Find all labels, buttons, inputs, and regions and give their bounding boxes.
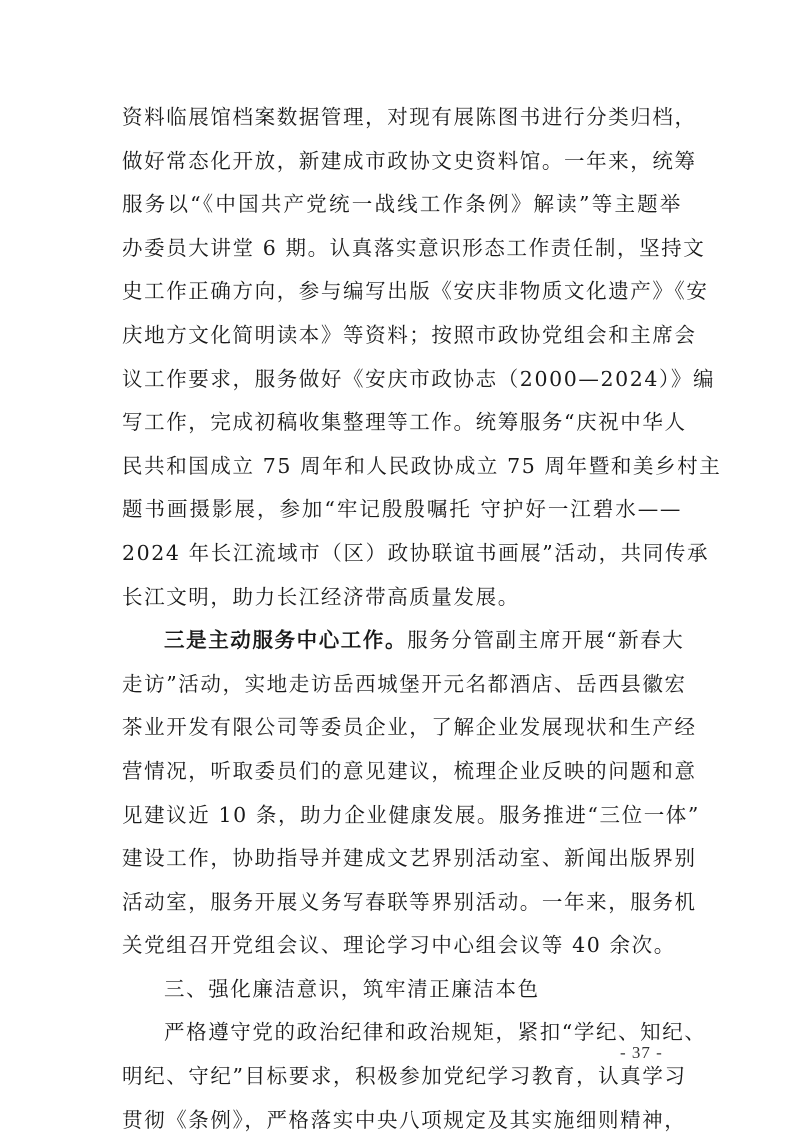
paragraph-cultural-history <box>122 96 722 619</box>
text-line: 走访”活动，实地走访岳西城堡开元名都酒店、岳西县徽宏 <box>122 671 687 696</box>
text-line: 活动室，服务开展义务写春联等界别活动。一年来，服务机 <box>122 889 697 914</box>
text-line: 2024 年长江流域市（区）政协联谊书画展”活动，共同传承 <box>122 540 710 565</box>
text-line: 题书画摄影展，参加“牢记殷殷嘱托 守护好一江碧水—— <box>122 497 682 522</box>
text-line: 明纪、守纪”目标要求，积极参加党纪学习教育，认真学习 <box>122 1064 687 1089</box>
text-line: 服务以“《中国共产党统一战线工作条例》解读”等主题举 <box>122 192 682 217</box>
text-line: 庆地方文化简明读本》等资料；按照市政协党组会和主席会 <box>122 322 697 347</box>
text-line-first: 严格遵守党的政治纪律和政治规矩，紧扣“学纪、知纪、 <box>164 1020 707 1045</box>
text-line: 关党组召开党组会议、理论学习中心组会议等 40 余次。 <box>122 933 676 958</box>
text-line: 写工作，完成初稿收集整理等工作。统筹服务“庆祝中华人 <box>122 410 687 435</box>
text-line-first <box>122 619 685 663</box>
text-line: 营情况，听取委员们的意见建议，梳理企业反映的问题和意 <box>122 758 697 783</box>
page-number: - 37 - <box>620 1043 663 1062</box>
paragraph-lead: 三是主动服务中心工作。 <box>164 628 408 653</box>
text-line-rest: 服务分管副主席开展“新春大 <box>407 628 685 653</box>
text-line: 资料临展馆档案数据管理，对现有展陈图书进行分类归档， <box>122 105 697 129</box>
text-line: 长江文明，助力长江经济带高质量发展。 <box>122 584 520 609</box>
text-line: 做好常态化开放，新建成市政协文史资料馆。一年来，统筹 <box>122 148 697 173</box>
text-line: 办委员大讲堂 6 期。认真落实意识形态工作责任制，坚持文 <box>122 235 706 260</box>
text-line: 建设工作，协助指导并建成文艺界别活动室、新闻出版界别 <box>122 846 697 871</box>
section-heading-block <box>122 968 682 1012</box>
text-line: 史工作正确方向，参与编写出版《安庆非物质文化遗产》《安 <box>122 279 709 304</box>
section-heading: 三、强化廉洁意识，筑牢清正廉洁本色 <box>164 976 540 1001</box>
paragraph-discipline <box>122 1011 707 1142</box>
body-text <box>122 96 722 1142</box>
text-line: 贯彻《条例》，严格落实中央八项规定及其实施细则精神， <box>122 1107 687 1132</box>
text-line: 民共和国成立 75 周年和人民政协成立 75 周年暨和美乡村主 <box>122 453 722 478</box>
text-line: 议工作要求，服务做好《安庆市政协志（2000—2024）》编 <box>122 366 716 391</box>
text-line: 见建议近 10 条，助力企业健康发展。服务推进“三位一体” <box>122 802 700 827</box>
text-line: 茶业开发有限公司等委员企业，了解企业发展现状和生产经 <box>122 715 697 740</box>
paragraph-central-work <box>122 619 700 968</box>
